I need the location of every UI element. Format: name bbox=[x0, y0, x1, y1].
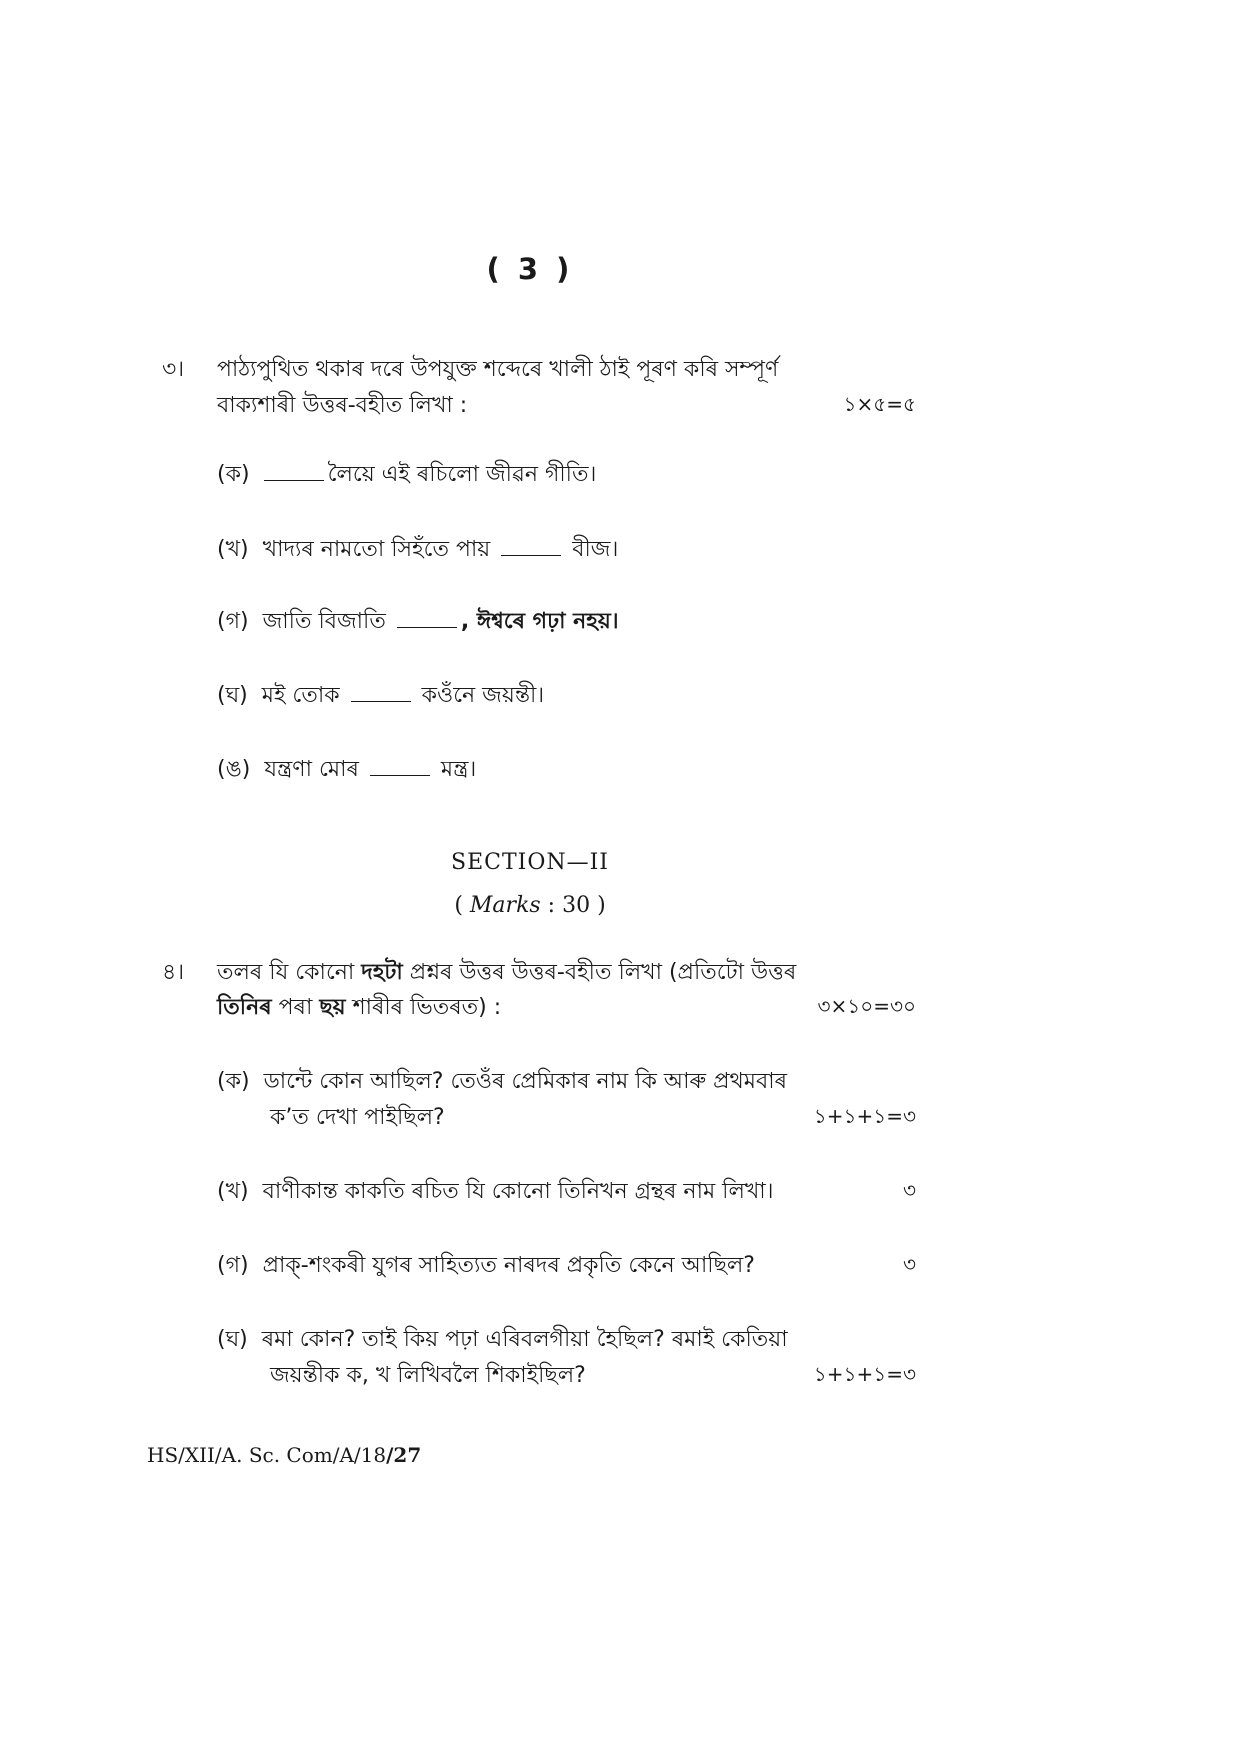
question-4-marks: ৩×১০=৩০ bbox=[817, 994, 916, 1018]
page-number: ( 3 ) bbox=[486, 252, 574, 286]
paper-code-bold: /27 bbox=[386, 1443, 422, 1467]
item-text: বাণীকান্ত কাকতি ৰচিত যি কোনো তিনিখন গ্ৰন্থৰ নাম লিখা। bbox=[262, 1179, 774, 1204]
q3-item-kha bbox=[217, 532, 618, 569]
paper-code bbox=[147, 1443, 421, 1467]
item-label: (ঙ) bbox=[217, 757, 251, 782]
q3-item-ga bbox=[217, 604, 619, 641]
item-text-before: যন্ত্ৰণা মোৰ bbox=[264, 757, 359, 782]
item-text-after: কওঁনে জয়ন্তী। bbox=[421, 683, 545, 708]
section-title: SECTION—II bbox=[451, 850, 609, 875]
item-label: (ঘ) bbox=[217, 1327, 248, 1352]
item-label: (গ) bbox=[217, 609, 249, 634]
section-marks-label: Marks bbox=[469, 893, 541, 918]
item-text-before: জাতি বিজাতি bbox=[262, 609, 386, 634]
question-4-line-1 bbox=[217, 955, 796, 992]
item-text-after: মন্ত্ৰ। bbox=[440, 757, 477, 782]
q4-text: শাৰীৰ ভিতৰত) : bbox=[345, 995, 502, 1020]
q4-item-kha-marks: ৩ bbox=[902, 1178, 916, 1202]
item-label: (গ) bbox=[217, 1253, 249, 1278]
item-text: ৰমা কোন? তাই কিয় পঢ়া এৰিবলগীয়া হৈছিল? ৰমাই কেতিয়া bbox=[261, 1327, 788, 1352]
item-label: (খ) bbox=[217, 537, 249, 562]
item-text-before: মই তোক bbox=[261, 683, 340, 708]
q4-item-gha-marks: ১+১+১=৩ bbox=[813, 1362, 916, 1386]
answer-blank bbox=[264, 462, 324, 481]
question-4-number: ৪। bbox=[162, 960, 185, 985]
q3-item-ka bbox=[217, 457, 596, 494]
q4-text: পৰা bbox=[271, 995, 320, 1020]
item-label: (ঘ) bbox=[217, 683, 248, 708]
q4-item-ga-marks: ৩ bbox=[902, 1252, 916, 1276]
q4-item-gha-line-1 bbox=[217, 1322, 788, 1359]
answer-blank bbox=[397, 609, 457, 628]
q4-item-ka-line-1 bbox=[217, 1064, 787, 1101]
question-3-marks: ১×৫=৫ bbox=[843, 392, 916, 416]
q4-item-kha bbox=[217, 1174, 774, 1211]
question-4-line-2 bbox=[217, 990, 501, 1027]
item-text-after: বীজ। bbox=[572, 537, 619, 562]
q3-item-gha bbox=[217, 678, 544, 715]
item-text-before: খাদ্যৰ নামতো সিহঁতে পায় bbox=[262, 537, 491, 562]
item-text-after: , ঈশ্বৰে গঢ়া নহয়। bbox=[460, 609, 619, 634]
item-label: (খ) bbox=[217, 1179, 249, 1204]
q4-text: প্ৰশ্নৰ উত্তৰ উত্তৰ-বহীত লিখা (প্ৰতিটো উত্তৰ bbox=[402, 960, 797, 985]
q4-bold-text: তিনিৰ bbox=[217, 995, 272, 1020]
question-3-line-2: বাক্যশাৰী উত্তৰ-বহীত লিখা : bbox=[217, 393, 468, 418]
q4-item-gha-line-2: জয়ন্তীক ক, খ লিখিবলৈ শিকাইছিল? bbox=[270, 1363, 586, 1388]
answer-blank bbox=[351, 683, 411, 702]
q4-item-ka-marks: ১+১+১=৩ bbox=[813, 1104, 916, 1128]
item-text: প্ৰাক্-শংকৰী যুগৰ সাহিত্যত নাৰদৰ প্ৰকৃতি কেনে আছিল? bbox=[262, 1253, 755, 1278]
q4-bold-text: ছয় bbox=[319, 995, 346, 1020]
q4-item-ga bbox=[217, 1248, 755, 1285]
answer-blank bbox=[501, 537, 561, 556]
q4-bold-text: দহটা bbox=[361, 960, 403, 985]
answer-blank bbox=[370, 757, 430, 776]
section-marks bbox=[0, 893, 1060, 918]
q3-item-nga bbox=[217, 752, 476, 789]
section-marks-open: ( bbox=[454, 893, 470, 918]
q4-text: তলৰ যি কোনো bbox=[217, 960, 362, 985]
item-label: (ক) bbox=[217, 1069, 250, 1094]
section-marks-value: : 30 ) bbox=[540, 893, 606, 918]
paper-code-text: HS/XII/A. Sc. Com/A/18 bbox=[147, 1443, 387, 1467]
item-label: (ক) bbox=[217, 462, 250, 487]
item-text-after: লৈয়ে এই ৰচিলো জীৱন গীতি। bbox=[327, 462, 597, 487]
item-text: ডান্টে কোন আছিল? তেওঁৰ প্ৰেমিকাৰ নাম কি আৰু প্ৰথমবাৰ bbox=[263, 1069, 787, 1094]
question-3-number: ৩। bbox=[162, 357, 185, 382]
q4-item-ka-line-2: ক’ত দেখা পাইছিল? bbox=[270, 1105, 445, 1130]
question-3-line-1: পাঠ্যপুথিত থকাৰ দৰে উপযুক্ত শব্দেৰে খালী ঠাই পূৰণ কৰি সম্পূৰ্ণ bbox=[217, 357, 779, 382]
